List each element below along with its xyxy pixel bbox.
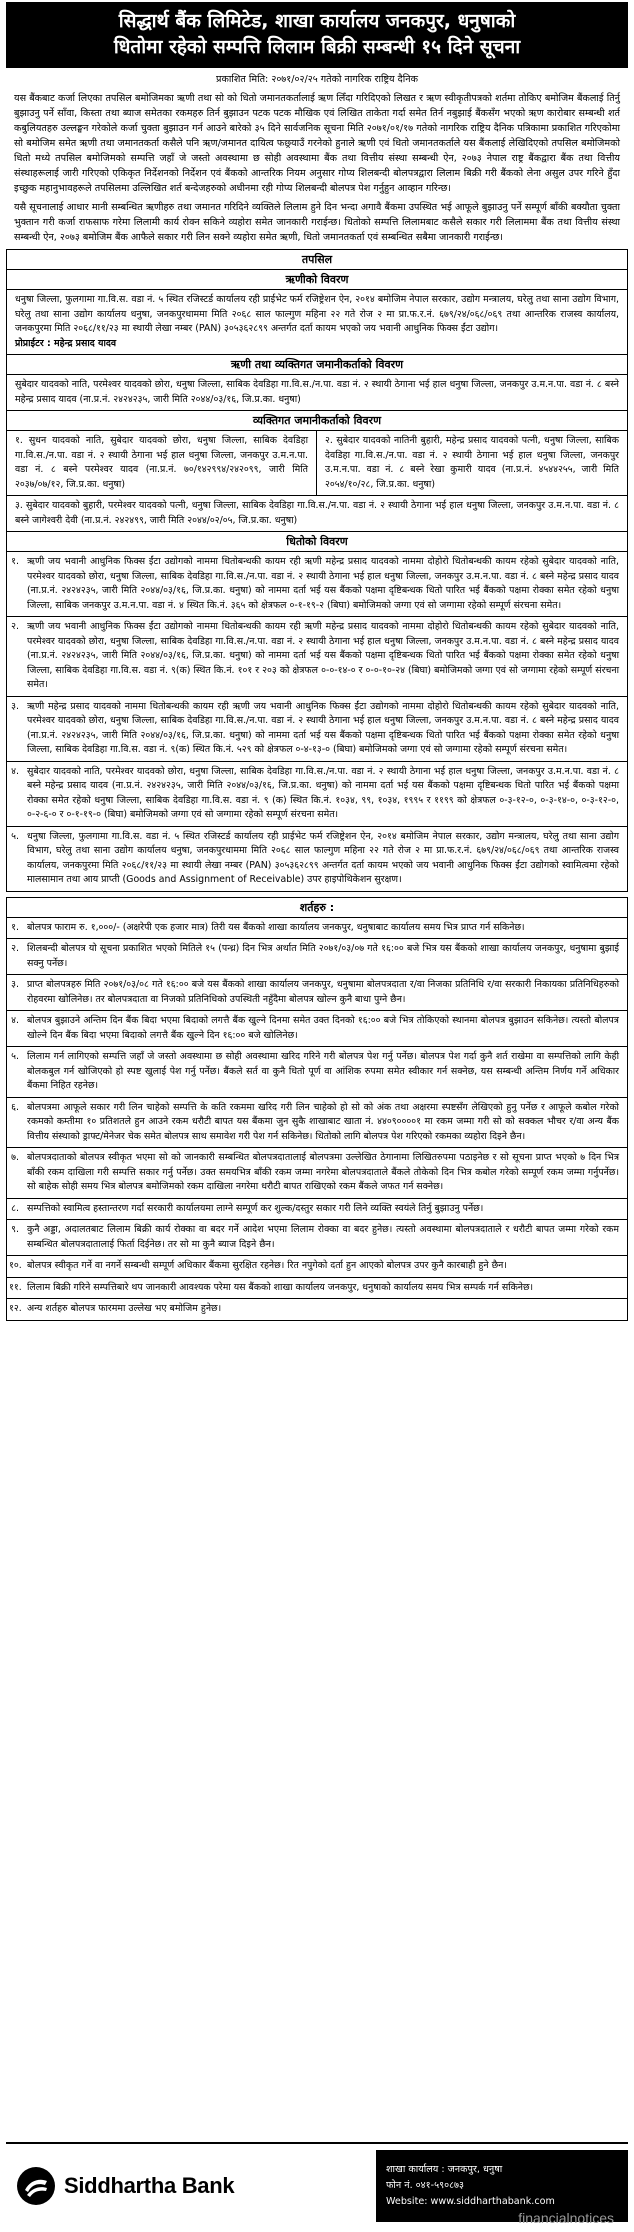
item-number: १. bbox=[11, 556, 19, 567]
intro-paragraph-2: यसै सूचनालाई आधार मानी सम्बन्धित ऋणीहरु तथा जमानत गरिदिने व्यक्तिले लिलाम हुने दिन भन्दा अगावै बैंकमा उपस्थित भई आफूले बुझाउनु पर्ने सम्पूर्ण बाँकी बक्यौता चुक्ता भुक्तान गरी कर्जा राफसाफ गरेमा लिलामी कार्य रोक्न सकिने व्यहोरा समेत जानकारी गराईन्छ। धितोको सम्पत्ति लिलामबाट कसैले सकार गरी लिलाममा बैंक तथा वित्तीय संस्था सम्बन्धी ऐन, २०७३ बमोजिम बैंक आफैले सकार गरी लिन सक्ने व्यहोरा समेत ऋणी, धितो जमानतकर्ता एवं सम्बन्धित सबैमा जानकारी गराईन्छ। bbox=[14, 202, 620, 243]
term-item bbox=[7, 1198, 627, 1220]
guarantor-1: १. सुधन यादवको नाति, सुबेदार यादवको छोरा, धनुषा जिल्ला, साबिक देवडिहा गा.वि.स./न.पा. वडा नं. २ स्थायी ठेगाना भई हाल धनुषा जिल्ला, जनकपुर उ.म.न.पा. वडा नं. ८ बस्ने परमेश्वर यादव (ना.प्र.नं. ७०/१४२९९४/२४२०९९, जारी मिति २०३७/०७/१२, जि.प्र.का. धनुषा) bbox=[7, 431, 317, 495]
term-text: शिलबन्दी बोलपत्र यो सूचना प्रकाशित भएको मितिले १५ (पन्ध्र) दिन भित्र अर्थात मिति २०७१/०३/०७ गते १६:०० बजे भित्र यस बैंकको शाखा कार्यालय जनकपुर, धनुषामा बुझाई सक्नु पर्नेछ। bbox=[27, 943, 619, 969]
watermark: financialnotices bbox=[518, 2210, 614, 2226]
intro-paragraph-1: यस बैंकबाट कर्जा लिएका तपसिल बमोजिमका ऋणी तथा सो को धितो जमानतकर्तालाई ऋण लिँदा गरिदिएको लिखत र ऋण स्वीकृतीपत्रको शर्तमा तोकिए बमोजिम बैंकलाई तिर्नु बुझाउनु पर्ने साँवा, किस्ता तथा ब्याज समेतका रकमहरु तिर्न बुझाउन पटक पटक मौखिक एवं लिखित ताकेता गर्दा समेत तिर्न नबुझाई बैंकसँग भएको ऋण कारोबार सम्बन्धी शर्त कबुलियतहरु उल्लङ्घन गरेकोले कर्जा चुक्ता बुझाउन गर्न आउने बारेको ३५ दिने सार्वजनिक सूचना मिति २०७१/०१/१७ गतेको नागरिक राष्ट्रिय दैनिक पत्रिकामा प्रकाशित गरिएकोमा सो बमोजिम समेत ऋणी तथा जमानतकर्ता कसैले पनि ऋण/जमानत दायित्व फछ्र्याउँ गरनेको हुनाले ऋणी एवं धितो जमानतकर्ताले यस बैंकलाई लेखिदिएको तपसिल बमोजिमको धितो मध्ये तपसिल बमोजिमको सम्पत्ति जहाँ जे जस्तो अवस्थामा छ सोही अवस्थामा बैंक तथा वित्तीय संस्था सम्बन्धी ऐन, २०७३ नेपाल राष्ट्र बैंकद्वारा बैंक तथा वित्तीय संस्थाहरूलाई जारी गरिएको एकिकृत निर्देशनको निर्देशन एवं बैंकको आन्तरिक नियम अनुसार गोप्य शिलबन्दी बोलपत्रद्वारा लिलाम बिक्री गरी बैंकको लेना असुल उपर गरिने हुँदा इच्छुक महानुभावहरूले तपसिलमा उल्लिखित शर्त बन्देजहरुको अधीनमा रही गोप्य शिलबन्दी बोलपत्र पेश गर्नुहुन आव्हान गरिन्छ। bbox=[14, 93, 620, 194]
item-number: ८. bbox=[11, 1202, 19, 1214]
collateral-text: ऋणी जय भवानी आधुनिक फिक्स ईंटा उद्योगको नाममा धितोबन्धकी कायम रही ऋणी महेन्द्र प्रसाद यादवको नाममा दोहोरो धितोबन्धकी कायम रहेको सुबेदार यादवको नाति, परमेश्वर यादवको छोरा, धनुषा जिल्ला, साबिक देवडिहा गा.वि.स./न.पा. वडा नं. २ स्थायी ठेगाना भई हाल धनुषा जिल्ला, जनकपुर उ.म.न.पा. वडा नं. ८ बस्ने महेन्द्र प्रसाद यादव (ना.प्र.नं. २४२४२३५, जारी मिति २०४४/०३/१६, जि.प्र.का. धनुषा) को नाममा दर्ता भई यस बैंकको पक्षमा दृष्टिबन्धक धितो पारित भई बैंकको पक्षमा रोक्का समेत रहेको धनुषा जिल्ला, साबिक देवडिहा गा.वि.स. वडा नं. ९(क) स्थित कि.नं. १०१ र २०३ को क्षेत्रफल ०-०-१४-० र ०-०-१०-२४ (बिघा) बमोजिमको जग्गा एवं सो जग्गामा रहेको सम्पूर्ण संरचना समेत। bbox=[27, 621, 619, 690]
term-item bbox=[7, 1010, 627, 1046]
term-text: सम्पत्तिको स्वामित्व हस्तान्तरण गर्दा सरकारी कार्यालयमा लाग्ने सम्पूर्ण कर शुल्क/दस्तुर सकार गरी लिने व्यक्ति स्वयंले तिर्नु बुझाउनु पर्नेछ। bbox=[27, 1202, 484, 1214]
guarantor-details: सुबेदार यादवको नाति, परमेश्वर यादवको छोरा, धनुषा जिल्ला, साबिक देवडिहा गा.वि.स./न.पा. वडा नं. २ स्थायी ठेगाना भई हाल धनुषा जिल्ला, जनकपुर उ.म.न.पा. वडा नं. ८ बस्ने महेन्द्र प्रसाद यादव (ना.प्र.नं. २४२४२३५, जारी मिति २०४४/०३/१६, जि.प्र.का. धनुषा) bbox=[15, 379, 619, 405]
term-text: बोलपत्रदाताको बोलपत्र स्वीकृत भएमा सो को जानकारी सम्बन्धित बोलपत्रदातालाई बोलपत्रमा उल्लेखित ठेगानामा लिखितरुपमा पठाइनेछ र सो सूचना प्राप्त भएको ७ दिन भित्र बाँकी रकम दाखिला गरी सम्पत्ति सकार गर्नु पर्नेछ। उक्त समयभित्र बाँकी रकम जम्मा नगरेमा बोलपत्रदाताले बैंकले तोकेको दिन भित्र कबोल गरेको सम्पूर्ण रकम जम्मा गर्नुपर्नेछ। सो बाहेक सोही समय भित्र बोलपत्र बमोजिमको रकम दाखिला नगरेमा धरौटी बापत राखिएको रकम बैंकले जफत गर्न सक्नेछ। bbox=[27, 1152, 619, 1192]
collateral-text: ऋणी जय भवानी आधुनिक फिक्स ईंटा उद्योगको नाममा धितोबन्धकी कायम रही ऋणी महेन्द्र प्रसाद यादवको नाममा दोहोरो धितोबन्धकी कायम रहेको सुबेदार यादवको नाति, परमेश्वर यादवको छोरा, धनुषा जिल्ला, साबिक देवडिहा गा.वि.स./न.पा. वडा नं. २ स्थायी ठेगाना भई हाल धनुषा जिल्ला, जनकपुर उ.म.न.पा. वडा नं. ८ बस्ने महेन्द्र प्रसाद यादव (ना.प्र.नं. २४२४२३५, जारी मिति २०४४/०३/१६, जि.प्र.का. धनुषा) को नाममा दर्ता भई यस बैंकको पक्षमा दृष्टिबन्धक धितो पारित भई बैंकको पक्षमा रोक्का समेत रहेको धनुषा जिल्ला, साबिक जनकपुर उ.म.न.पा. वडा नं. ४ स्थित कि.नं. ३६५ को क्षेत्रफल ०-१-१९-२ (बिघा) बमोजिमको जग्गा एवं सो जग्गामा रहेको सम्पूर्ण संरचना समेत। bbox=[27, 556, 619, 611]
personal-guarantors-heading: व्यक्तिगत जमानीकर्ताको विवरण bbox=[7, 410, 627, 431]
term-item bbox=[7, 1046, 627, 1097]
collateral-item bbox=[7, 826, 627, 891]
bank-name: Siddhartha Bank bbox=[64, 2173, 235, 2198]
notice-title bbox=[6, 2, 628, 68]
term-text: लिलाम बिक्री गरिने सम्पत्तिबारे थप जानकारी आवश्यक परेमा यस बैंकको शाखा कार्यालय जनकपुर, धनुषाको कार्यालय समय भित्र सम्पर्क गर्न सकिनेछ। bbox=[27, 1281, 534, 1293]
collateral-text: धनुषा जिल्ला, फुलगामा गा.वि.स. वडा नं. ५ स्थित रजिस्टर्ड कार्यालय रही प्राईभेट फर्म रजिष्ट्रेशन ऐन, २०१४ बमोजिम नेपाल सरकार, उद्योग मन्त्रालय, घरेलु तथा साना उद्योग विभाग, घरेलु तथा साना उद्योग कार्यालय धनुषा, जनकपुरधाममा मिति २०६८ साल फाल्गुण महिना २२ गते रोज २ मा प्रा.फ.र.नं. ६७९/२४/०६८/०६९ तथा आन्तरिक राजस्व कार्यालय, जनकपुरमा मिति २०६८/११/२३ मा स्थायी लेखा नम्बर (PAN) ३०५३६२८९९ अन्तर्गत दर्ता कायम भएको जय भवानी आधुनिक फिक्स ईंटा उद्योगको स्वामित्वमा रहेको मालसामान तथा आय प्राप्ती (Goods and Assignment of Receivable) उपर हाइपोथिकेशन सुरक्षण। bbox=[27, 830, 619, 885]
item-number: ११. bbox=[9, 1281, 22, 1293]
borrower-text: धनुषा जिल्ला, फुलगामा गा.वि.स. वडा नं. ५ स्थित रजिस्टर्ड कार्यालय रही प्राईभेट फर्म रजिष्ट्रेशन ऐन, २०१४ बमोजिम नेपाल सरकार, उद्योग मन्त्रालय, घरेलु तथा साना उद्योग विभाग, घरेलु तथा साना उद्योग कार्यालय धनुषा, जनकपुरधाममा मिति २०६८ साल फाल्गुण महिना २२ गते रोज २ मा प्रा.फ.र.नं. ६७९/२४/०६८/०६९ तथा आन्तरिक राजस्व कार्यालय, जनकपुरमा मिति २०६८/११/२३ मा स्थायी लेखा नम्बर (PAN) ३०५३६२८९९ अन्तर्गत दर्ता कायम भएको जय भवानी आधुनिक फिक्स ईंटा उद्योग। bbox=[15, 294, 619, 334]
borrower-details bbox=[7, 290, 627, 354]
website-line: Website: www.siddharthabank.com bbox=[386, 2196, 555, 2207]
collateral-text: ऋणी महेन्द्र प्रसाद यादवको नाममा धितोबन्धकी कायम रही ऋणी जय भवानी आधुनिक फिक्स ईंटा उद्योगको नाममा दोहोरो धितोबन्धकी कायम रहेको सुबेदार यादवको नाति, परमेश्वर यादवको छोरा, धनुषा जिल्ला, साबिक देवडिहा गा.वि.स./न.पा. वडा नं. २ स्थायी ठेगाना भई हाल धनुषा जिल्ला, जनकपुर उ.म.न.पा. वडा नं. ८ बस्ने महेन्द्र प्रसाद यादव (ना.प्र.नं. २४२४२३५, जारी मिति २०४४/०३/१६, जि.प्र.का. धनुषा) को नाममा दर्ता भई यस बैंकको पक्षमा दृष्टिबन्धक धितो पारित भई बैंकको पक्षमा रोक्का समेत रहेको धनुषा जिल्ला, साबिक देवडिहा गा.वि.स. वडा नं. ९(क) स्थित कि.नं. ५२९ को क्षेत्रफल ०-४-१३-० (बिघा) बमोजिमको जग्गा एवं सो जग्गामा रहेको सम्पूर्ण संरचना समेत। bbox=[27, 700, 619, 755]
term-text: बोलपत्र फाराम रु. १,०००/- (अक्षरेपी एक हजार मात्र) तिरी यस बैंकको शाखा कार्यालय जनकपुर, धनुषाबाट कार्यालय समय भित्र प्राप्त गर्न सकिनेछ। bbox=[27, 921, 525, 933]
item-number: ७. bbox=[11, 1152, 19, 1163]
guarantor-heading: ऋणी तथा व्यक्तिगत जमानीकर्ताको विवरण bbox=[7, 354, 627, 375]
term-text: बोलपत्र बुझाउने अन्तिम दिन बैंक बिदा भएमा बिदाको लगत्तै बैंक खुल्ने दिनमा समेत उक्त दिनको १६:०० बजे भित्र तोकिएको स्थानमा बोलपत्र बुझाउन सकिनेछ। त्यस्तो बोलपत्र खोल्ने दिन बैंक बिदा भएमा बिदाको लगत्तै बैंक खुल्ने दिन १६:०० बजे खोलिनेछ। bbox=[27, 1015, 619, 1041]
item-number: ९. bbox=[11, 1224, 19, 1235]
term-item bbox=[7, 938, 627, 974]
terms-box bbox=[6, 897, 628, 1321]
term-text: बोलपत्रमा आफूले सकार गरी लिन चाहेको सम्पत्ति के कति रकममा खरिद गरी लिन चाहेको हो सो को अंक तथा अक्षरमा स्पष्टसँग लेखिएको हुनु पर्नेछ र आफूले कबोल गरेको रकमको कम्तीमा १० प्रतिशतले हुन आउने रकम धरौटी बापत यस बैंकमा जुन सुकै शाखाबाट खाता नं. ४४०९००००१ मा रकम जम्मा गरी सो को सक्कल भौचर र/वा अन्य बैंक वित्तीय संस्थाको ड्राफ्ट/मेनेजर चेक समेत बोलपत्र साथ समावेश गरी पेश गर्न सकिनेछ। धितोको लागि बोलपत्र पेश गरिएको रकमका व्यहोरा दिइने छैन। bbox=[27, 1101, 619, 1142]
collateral-item bbox=[7, 616, 627, 696]
term-item bbox=[7, 1298, 627, 1320]
phone-line: फोन नं. ०४१-५९०८७३ bbox=[386, 2180, 465, 2191]
siddhartha-logo-icon bbox=[16, 2166, 56, 2206]
item-number: ३. bbox=[11, 979, 19, 990]
publication-date: प्रकाशित मिति: २०७१/०२/२५ गतेको नागरिक राष्ट्रिय दैनिक bbox=[216, 74, 418, 85]
item-number: ४. bbox=[11, 1015, 19, 1026]
term-item bbox=[7, 1097, 627, 1148]
term-item bbox=[7, 918, 627, 939]
item-number: १०. bbox=[9, 1260, 22, 1271]
branch-line: शाखा कार्यालय : जनकपुर, धनुषा bbox=[386, 2164, 503, 2175]
term-item bbox=[7, 1219, 627, 1255]
borrower-proprietor: प्रोप्राईटर : महेन्द्र प्रसाद यादव bbox=[15, 337, 117, 349]
item-number: ६. bbox=[11, 1101, 19, 1113]
term-text: बोलपत्र स्वीकृत गर्ने वा नगर्ने सम्बन्धी सम्पूर्ण अधिकार बैंकमा सुरक्षित रहनेछ। रित नपुगेको दर्ता हुन आएको बोलपत्र उपर कुनै कारबाही हुने छैन। bbox=[27, 1260, 507, 1271]
item-number: ५. bbox=[11, 1051, 19, 1062]
bank-logo bbox=[6, 2166, 376, 2206]
tapsil-heading: तपसिल bbox=[7, 250, 627, 270]
title-line-1: सिद्धार्थ बैंक लिमिटेड, शाखा कार्यालय जनकपुर, धनुषाको bbox=[118, 10, 516, 32]
term-text: अन्य शर्तहरु बोलपत्र फारममा उल्लेख भए बमोजिम हुनेछ। bbox=[27, 1303, 222, 1314]
terms-heading: शर्तहरु : bbox=[7, 898, 627, 918]
item-number: ३. bbox=[11, 700, 19, 712]
term-text: प्राप्त बोलपत्रहरु मिति २०७१/०३/०८ गते १६:०० बजे यस बैंकको शाखा कार्यालय जनकपुर, धनुषामा बोलपत्रदाता र/वा निजका प्रतिनिधि र/वा सरकारी निकायका प्रतिनिधिहरुको रोहवरमा खोलिनेछ। तर बोलपत्रदाता वा निजको प्रतिनिधिको उपस्थिती नहुँदैमा बोलपत्र खोल्न कुनै बाधा पुग्ने छैन। bbox=[27, 979, 619, 1005]
borrower-heading: ऋणीको विवरण bbox=[7, 270, 627, 290]
item-number: १२. bbox=[9, 1303, 22, 1314]
term-item bbox=[7, 1147, 627, 1198]
term-text: लिलाम गर्न लागिएको सम्पत्ति जहाँ जे जस्तो अवस्थामा छ सोही अवस्थामा खरिद गरिने गरी बोलपत्र पेश गर्नु पर्नेछ। बोलपत्र पेश गर्दा कुनै शर्त राखेमा वा सम्पत्तिको लागि केही बोलकबुल गर्न खोजिएको हो स्पष्ट खुलाई पेश गर्नु पर्नेछ। बैंकले सर्त वा कुनै धितो पूर्ण वा आंशिक रुपमा समेत स्वीकार गर्न सक्नेछ, यस सम्बन्धी अन्तिम निर्णय गर्ने अधिकार बैंकमा निहित रहनेछ। bbox=[27, 1051, 619, 1091]
term-item bbox=[7, 974, 627, 1010]
collateral-item bbox=[7, 696, 627, 761]
term-item bbox=[7, 1277, 627, 1299]
collateral-text: सुबेदार यादवको नाति, परमेश्वर यादवको छोरा, धनुषा जिल्ला, साबिक देवडिहा गा.वि.स./न.पा. वडा नं. २ स्थायी ठेगाना भई हाल धनुषा जिल्ला, जनकपुर उ.म.न.पा. वडा नं. ८ बस्ने महेन्द्र प्रसाद यादव (ना.प्र.नं. २४२४२३५, जारी मिति २०४४/०३/१६, जि.प्र.का. धनुषा) को नाममा दर्ता भई यस बैंकको पक्षमा दृष्टिबन्धक धितो पारित भई बैंकको पक्षमा रोक्का समेत रहेको धनुषा जिल्ला, साबिक देवडिहा गा.वि.स. वडा नं. ९ (क) स्थित कि.नं. १०३४, ९९, १०३४, १९९५ र ११९९ को क्षेत्रफल ०-३-१२-०, ०-३-१४-०, ०-३-१२-०, ०-२-६-० र ०-१-१९-० (बिघा) बमोजिमको जग्गा एवं सो जग्गामा रहेको सम्पूर्ण संरचना समेत। bbox=[27, 765, 619, 820]
details-box bbox=[6, 249, 628, 892]
collateral-list bbox=[7, 552, 627, 891]
guarantor-2: २. सुबेदार यादवको नातिनी बुहारी, महेन्द्र प्रसाद यादवको पत्नी, धनुषा जिल्ला, साबिक देवडिहा गा.वि.स./न.पा. वडा नं. २ स्थायी ठेगाना भई हाल धनुषा जिल्ला, जनकपुर उ.म.न.पा. वडा नं. ८ बस्ने रेखा कुमारी यादव (ना.प्र.नं. ४५४४२५५, जारी मिति २०५४/१०/२८, जि.प्र.का. धनुषा) bbox=[325, 435, 619, 490]
guarantor-3: ३. सुबेदार यादवको बुहारी, परमेश्वर यादवको पत्नी, धनुषा जिल्ला, साबिक देवडिहा गा.वि.स./न.पा. वडा नं. २ स्थायी ठेगाना भई हाल धनुषा जिल्ला, जनकपुर उ.म.न.पा. वडा नं. ८ बस्ने जागेश्वरी देवी (ना.प्र.नं. २४२४९९, जारी मिति २०४४/०२/०५, जि.प्र.का. धनुषा) bbox=[7, 495, 627, 531]
item-number: १. bbox=[11, 921, 19, 933]
collateral-heading: धितोको विवरण bbox=[7, 531, 627, 552]
term-text: कुनै अड्डा, अदालतबाट लिलाम बिक्री कार्य रोक्का वा बदर गर्ने आदेश भएमा लिलाम रोक्का वा बदर हुनेछ। त्यस्तो अवस्थामा बोलपत्रदाताले र धरौटी बापत जम्मा गरेको रकम सम्बन्धित बोलपत्रदातालाई फिर्ता दिईनेछ। तर सो मा कुनै ब्याज दिइने छैन। bbox=[27, 1224, 619, 1250]
term-item bbox=[7, 1255, 627, 1277]
item-number: २. bbox=[11, 621, 19, 632]
notice-page bbox=[0, 2, 634, 2232]
title-line-2: धितोमा रहेको सम्पत्ति लिलाम बिक्री सम्बन्धी १५ दिने सूचना bbox=[113, 36, 521, 58]
collateral-item bbox=[7, 552, 627, 616]
collateral-item bbox=[7, 761, 627, 826]
item-number: २. bbox=[11, 943, 19, 954]
item-number: ५. bbox=[11, 830, 19, 842]
intro-section bbox=[6, 68, 628, 245]
personal-guarantors-grid bbox=[7, 431, 627, 495]
item-number: ४. bbox=[11, 765, 19, 777]
